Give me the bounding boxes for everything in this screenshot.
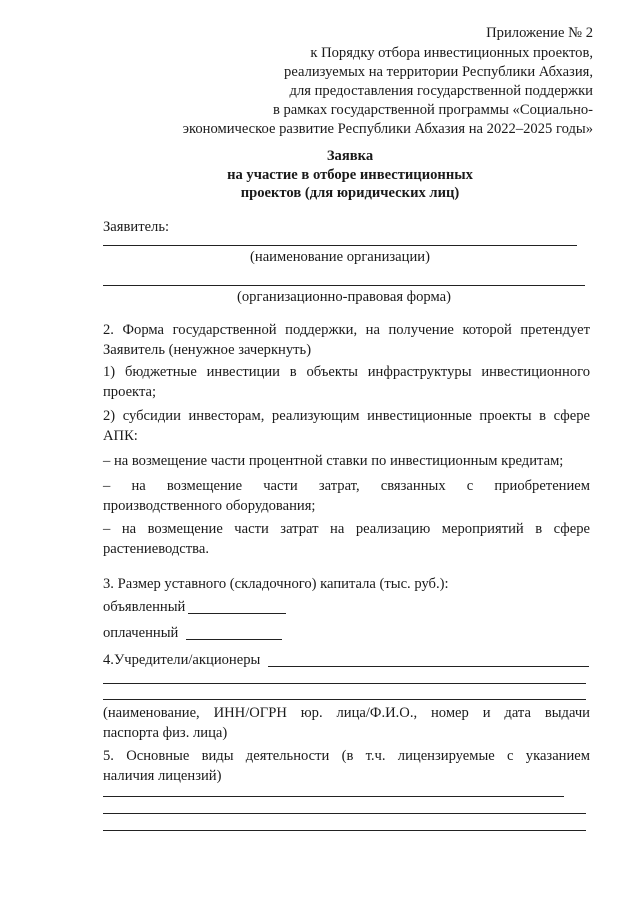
support-option-2-line-1: 2) субсидии инвесторам, реализующим инвестиционные проекты в сфере	[103, 408, 590, 424]
applicant-label: Заявитель:	[103, 219, 170, 235]
support-option-1-line-1: 1) бюджетные инвестиции в объекты инфраструктуры инвестиционного	[103, 364, 590, 380]
paid-capital-field[interactable]	[186, 639, 282, 640]
founders-field-1[interactable]	[268, 666, 589, 667]
section-5-line-1: 5. Основные виды деятельности (в т.ч. лицензируемые с указанием	[103, 748, 590, 764]
support-option-2[interactable]	[103, 406, 590, 446]
section-2-heading	[103, 320, 590, 360]
declared-capital-field[interactable]	[188, 613, 286, 614]
subsidy-option-crops[interactable]	[103, 519, 590, 559]
header-line-6: экономическое развитие Республики Абхазия на 2022–2025 годы»	[182, 121, 593, 137]
section-5-line-2: наличия лицензий)	[103, 768, 222, 784]
title-line-1: Заявка	[326, 148, 374, 164]
founders-field-2[interactable]	[103, 683, 586, 684]
support-option-1[interactable]	[103, 362, 590, 402]
subsidy-option-equipment-line-1: – на возмещение части затрат, связанных с приобретением	[103, 478, 590, 494]
founders-caption-line-2: паспорта физ. лица)	[103, 725, 228, 741]
org-name-field[interactable]	[103, 245, 577, 246]
header-line-2: к Порядку отбора инвестиционных проектов,	[310, 45, 593, 61]
section-5-title	[103, 746, 590, 786]
section-3-title: 3. Размер уставного (складочного) капитала (тыс. руб.):	[103, 576, 449, 592]
founders-field-3[interactable]	[103, 699, 586, 700]
activities-field-2[interactable]	[103, 813, 586, 814]
org-name-caption: (наименование организации)	[250, 249, 430, 265]
subsidy-option-crops-line-1: – на возмещение части затрат на реализацию мероприятий в сфере	[103, 521, 590, 537]
title-line-3: проектов (для юридических лиц)	[240, 185, 460, 201]
activities-field-1[interactable]	[103, 796, 564, 797]
section-2-line-1: 2. Форма государственной поддержки, на получение которой претендует	[103, 322, 590, 338]
header-line-3: реализуемых на территории Республики Абхазия,	[284, 64, 593, 80]
founders-caption-line-1: (наименование, ИНН/ОГРН юр. лица/Ф.И.О., номер и дата выдачи	[103, 705, 590, 721]
subsidy-option-equipment-line-2: производственного оборудования;	[103, 498, 316, 514]
subsidy-option-interest[interactable]: – на возмещение части процентной ставки по инвестиционным кредитам;	[103, 453, 564, 469]
subsidy-option-crops-line-2: растениеводства.	[103, 541, 209, 557]
activities-field-3[interactable]	[103, 830, 586, 831]
section-4-title: 4.Учредители/акционеры	[103, 652, 261, 668]
founders-caption	[103, 703, 590, 743]
declared-capital-label: объявленный	[103, 599, 186, 615]
subsidy-option-equipment[interactable]	[103, 476, 590, 516]
title-line-2: на участие в отборе инвестиционных	[227, 167, 473, 183]
org-form-caption: (организационно-правовая форма)	[237, 289, 451, 305]
support-option-1-line-2: проекта;	[103, 384, 157, 400]
paid-capital-label: оплаченный	[103, 625, 179, 641]
section-2-line-2: Заявитель (ненужное зачеркнуть)	[103, 342, 312, 358]
support-option-2-line-2: АПК:	[103, 428, 138, 444]
org-form-field[interactable]	[103, 285, 585, 286]
header-line-5: в рамках государственной программы «Социально-	[272, 102, 593, 118]
header-line-1: Приложение № 2	[486, 25, 593, 41]
header-line-4: для предоставления государственной поддержки	[289, 83, 593, 99]
